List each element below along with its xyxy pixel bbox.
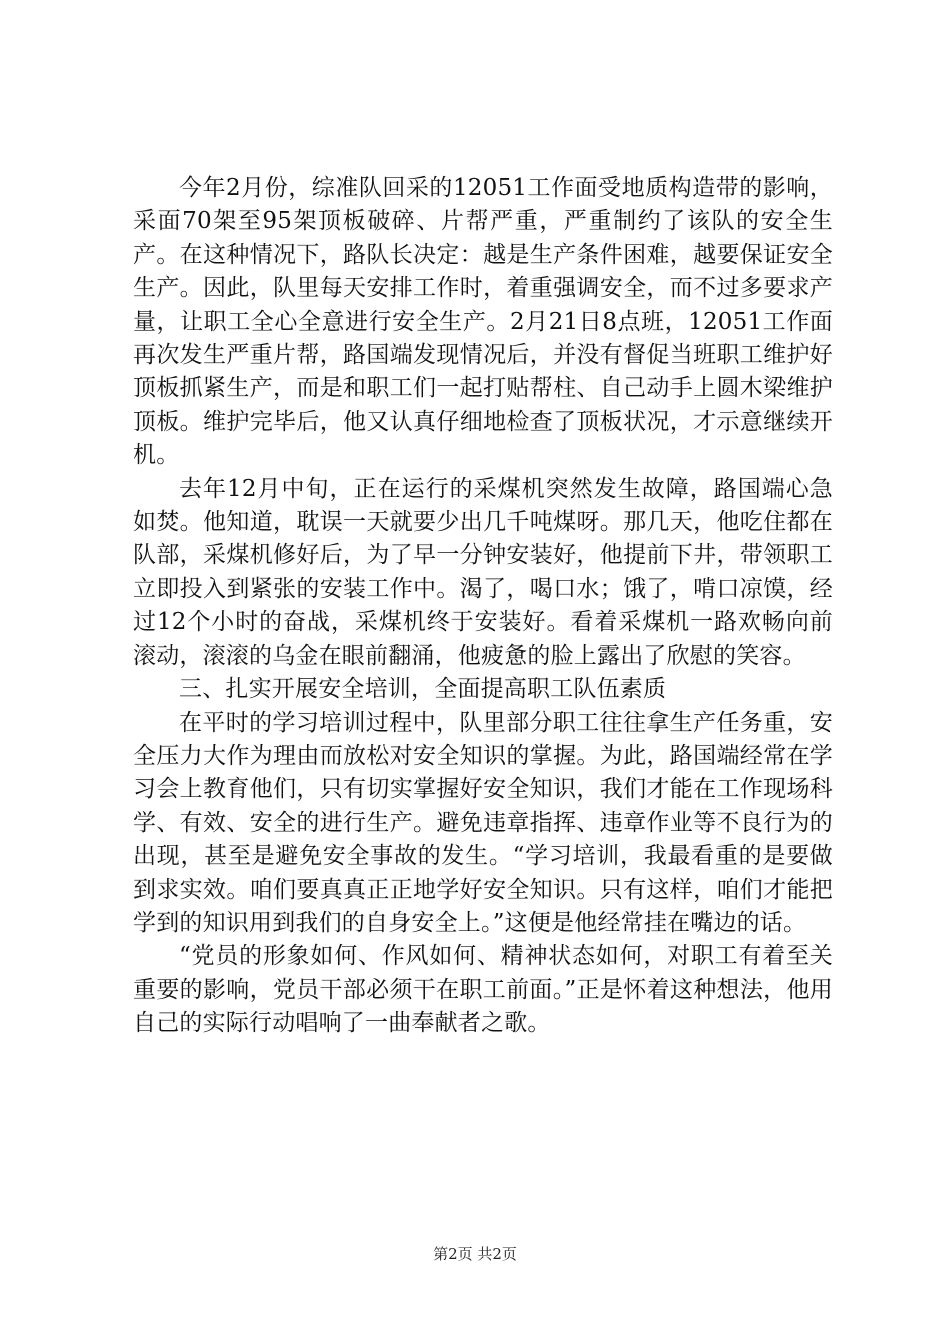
paragraph-4: “党员的形象如何、作风如何、精神状态如何，对职工有着至关重要的影响，党员干部必须干在职工前面。”正是怀着这种想法，他用自己的实际行动唱响了一曲奉献者之歌。 (133, 943, 833, 1037)
page-footer: 第2页 共2页 (433, 1245, 517, 1263)
document-body (133, 172, 833, 1041)
paragraph-1: 今年2月份，综准队回采的12051工作面受地质构造带的影响，采面70架至95架顶板破碎、片帮严重，严重制约了该队的安全生产。在这种情况下，路队长决定：越是生产条件困难，越要保证安全生产。因此，队里每天安排工作时，着重强调安全，而不过多要求产量，让职工全心全意进行安全生产。2月21日8点班，12051工作面再次发生严重片帮，路国端发现情况后，并没有督促当班职工维护好顶板抓紧生产，而是和职工们一起打贴帮柱、自己动手上圆木梁维护顶板。维护完毕后，他又认真仔细地检查了顶板状况，才示意继续开机。 (133, 175, 833, 469)
paragraph-3: 在平时的学习培训过程中，队里部分职工往往拿生产任务重，安全压力大作为理由而放松对安全知识的掌握。为此，路国端经常在学习会上教育他们，只有切实掌握好安全知识，我们才能在工作现场科学、有效、安全的进行生产。避免违章指挥、违章作业等不良行为的出现，甚至是避免安全事故的发生。“学习培训，我最看重的是要做到求实效。咱们要真真正正地学好安全知识。只有这样，咱们才能把学到的知识用到我们的自身安全上。”这便是他经常挂在嘴边的话。 (133, 709, 833, 936)
section-heading-3: 三、扎实开展安全培训，全面提高职工队伍素质 (179, 676, 667, 703)
paragraph-2: 去年12月中旬，正在运行的采煤机突然发生故障，路国端心急如焚。他知道，耽误一天就要少出几千吨煤呀。那几天，他吃住都在队部，采煤机修好后，为了早一分钟安装好，他提前下井，带领职工立即投入到紧张的安装工作中。渴了，喝口水；饿了，啃口凉馍，经过12个小时的奋战，采煤机终于安装好。看着采煤机一路欢畅向前滚动，滚滚的乌金在眼前翻涌，他疲惫的脸上露出了欣慰的笑容。 (133, 475, 833, 669)
